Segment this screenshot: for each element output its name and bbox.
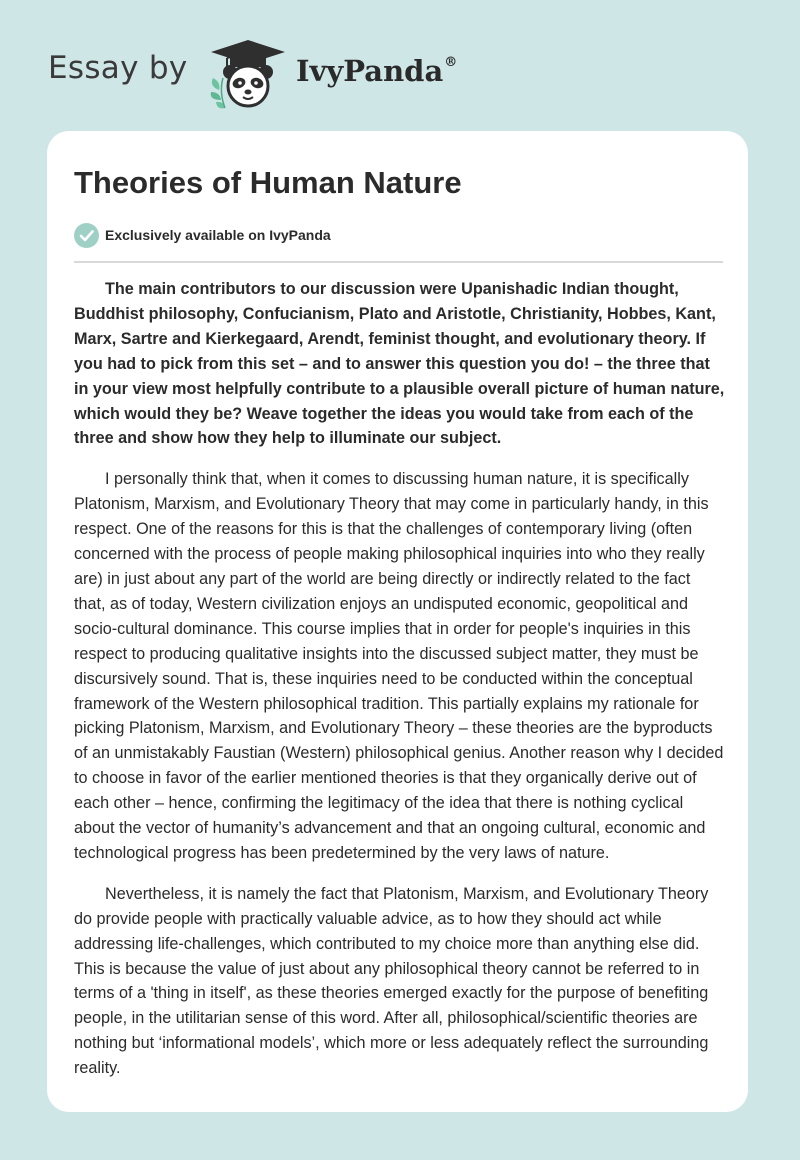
exclusive-badge-label: Exclusively available on IvyPanda (105, 227, 331, 243)
brand-text: IvyPanda (296, 54, 444, 88)
essay-title: Theories of Human Nature (74, 165, 462, 200)
body-paragraph: I personally think that, when it comes to discussing human nature, it is specifically Platonism, Marxism, and Evolutionary Theory that may come in particularly handy, in this respect. One of the reasons for this is that the challenges of contemporary living (often concerned with the process of people making philosophical inquiries into who they really are) in just about any part of the world are being directly or indirectly related to the fact that, as of today, Western civilization enjoys an undisputed economic, geopolitical and socio-cultural dominance. This course implies that in order for people's inquiries in this respect to producing qualitative insights into the discussed subject matter, they must be discursively sound. That is, these inquiries need to be conducted within the conceptual framework of the Western philosophical tradition. This partially explains my rationale for picking Platonism, Marxism, and Evolutionary Theory – these theories are the byproducts of an unmistakably Faustian (Western) philosophical genius. Another reason why I decided to choose in favor of the earlier mentioned theories is that they organically derive out of each other – hence, confirming the legitimacy of the idea that there is nothing cyclical about the vector of humanity’s advancement and that an ongoing cultural, economic and technological progress has been predetermined by the very laws of nature. (74, 470, 724, 862)
site-header (48, 34, 548, 114)
exclusive-badge (74, 222, 331, 248)
body-paragraph: Nevertheless, it is namely the fact that Platonism, Marxism, and Evolutionary Theory do provide people with practically valuable advice, as to how they should act while addressing life-challenges, which contributed to my choice more than anything else did. This is because the value of just about any philosophical theory cannot be referred to in terms of a 'thing in itself', as these theories emerged exactly for the purpose of benefiting people, in the utilitarian sense of this word. After all, philosophical/scientific theories are nothing but ‘informational models’, which more or less adequately reflect the surrounding reality. (74, 884, 709, 1078)
essay-body (74, 277, 726, 1097)
essay-card (47, 131, 748, 1112)
registered-mark: ® (444, 55, 458, 71)
check-circle-icon (74, 223, 99, 248)
brand-name[interactable] (296, 54, 457, 88)
essay-by-label: Essay by (48, 50, 188, 86)
divider (74, 261, 723, 263)
essay-question: The main contributors to our discussion were Upanishadic Indian thought, Buddhist philosophy, Confucianism, Plato and Aristotle, Christianity, Hobbes, Kant, Marx, Sartre and Kierkegaard, Arendt, feminist thought, and evolutionary theory. If you had to pick from this set – and to answer this question you do! – the three that in your view most helpfully contribute to a plausible overall picture of human nature, which would they be? Weave together the ideas you would take from each of the three and show how they help to illuminate our subject. (74, 280, 725, 448)
panda-logo-icon[interactable] (203, 34, 293, 110)
